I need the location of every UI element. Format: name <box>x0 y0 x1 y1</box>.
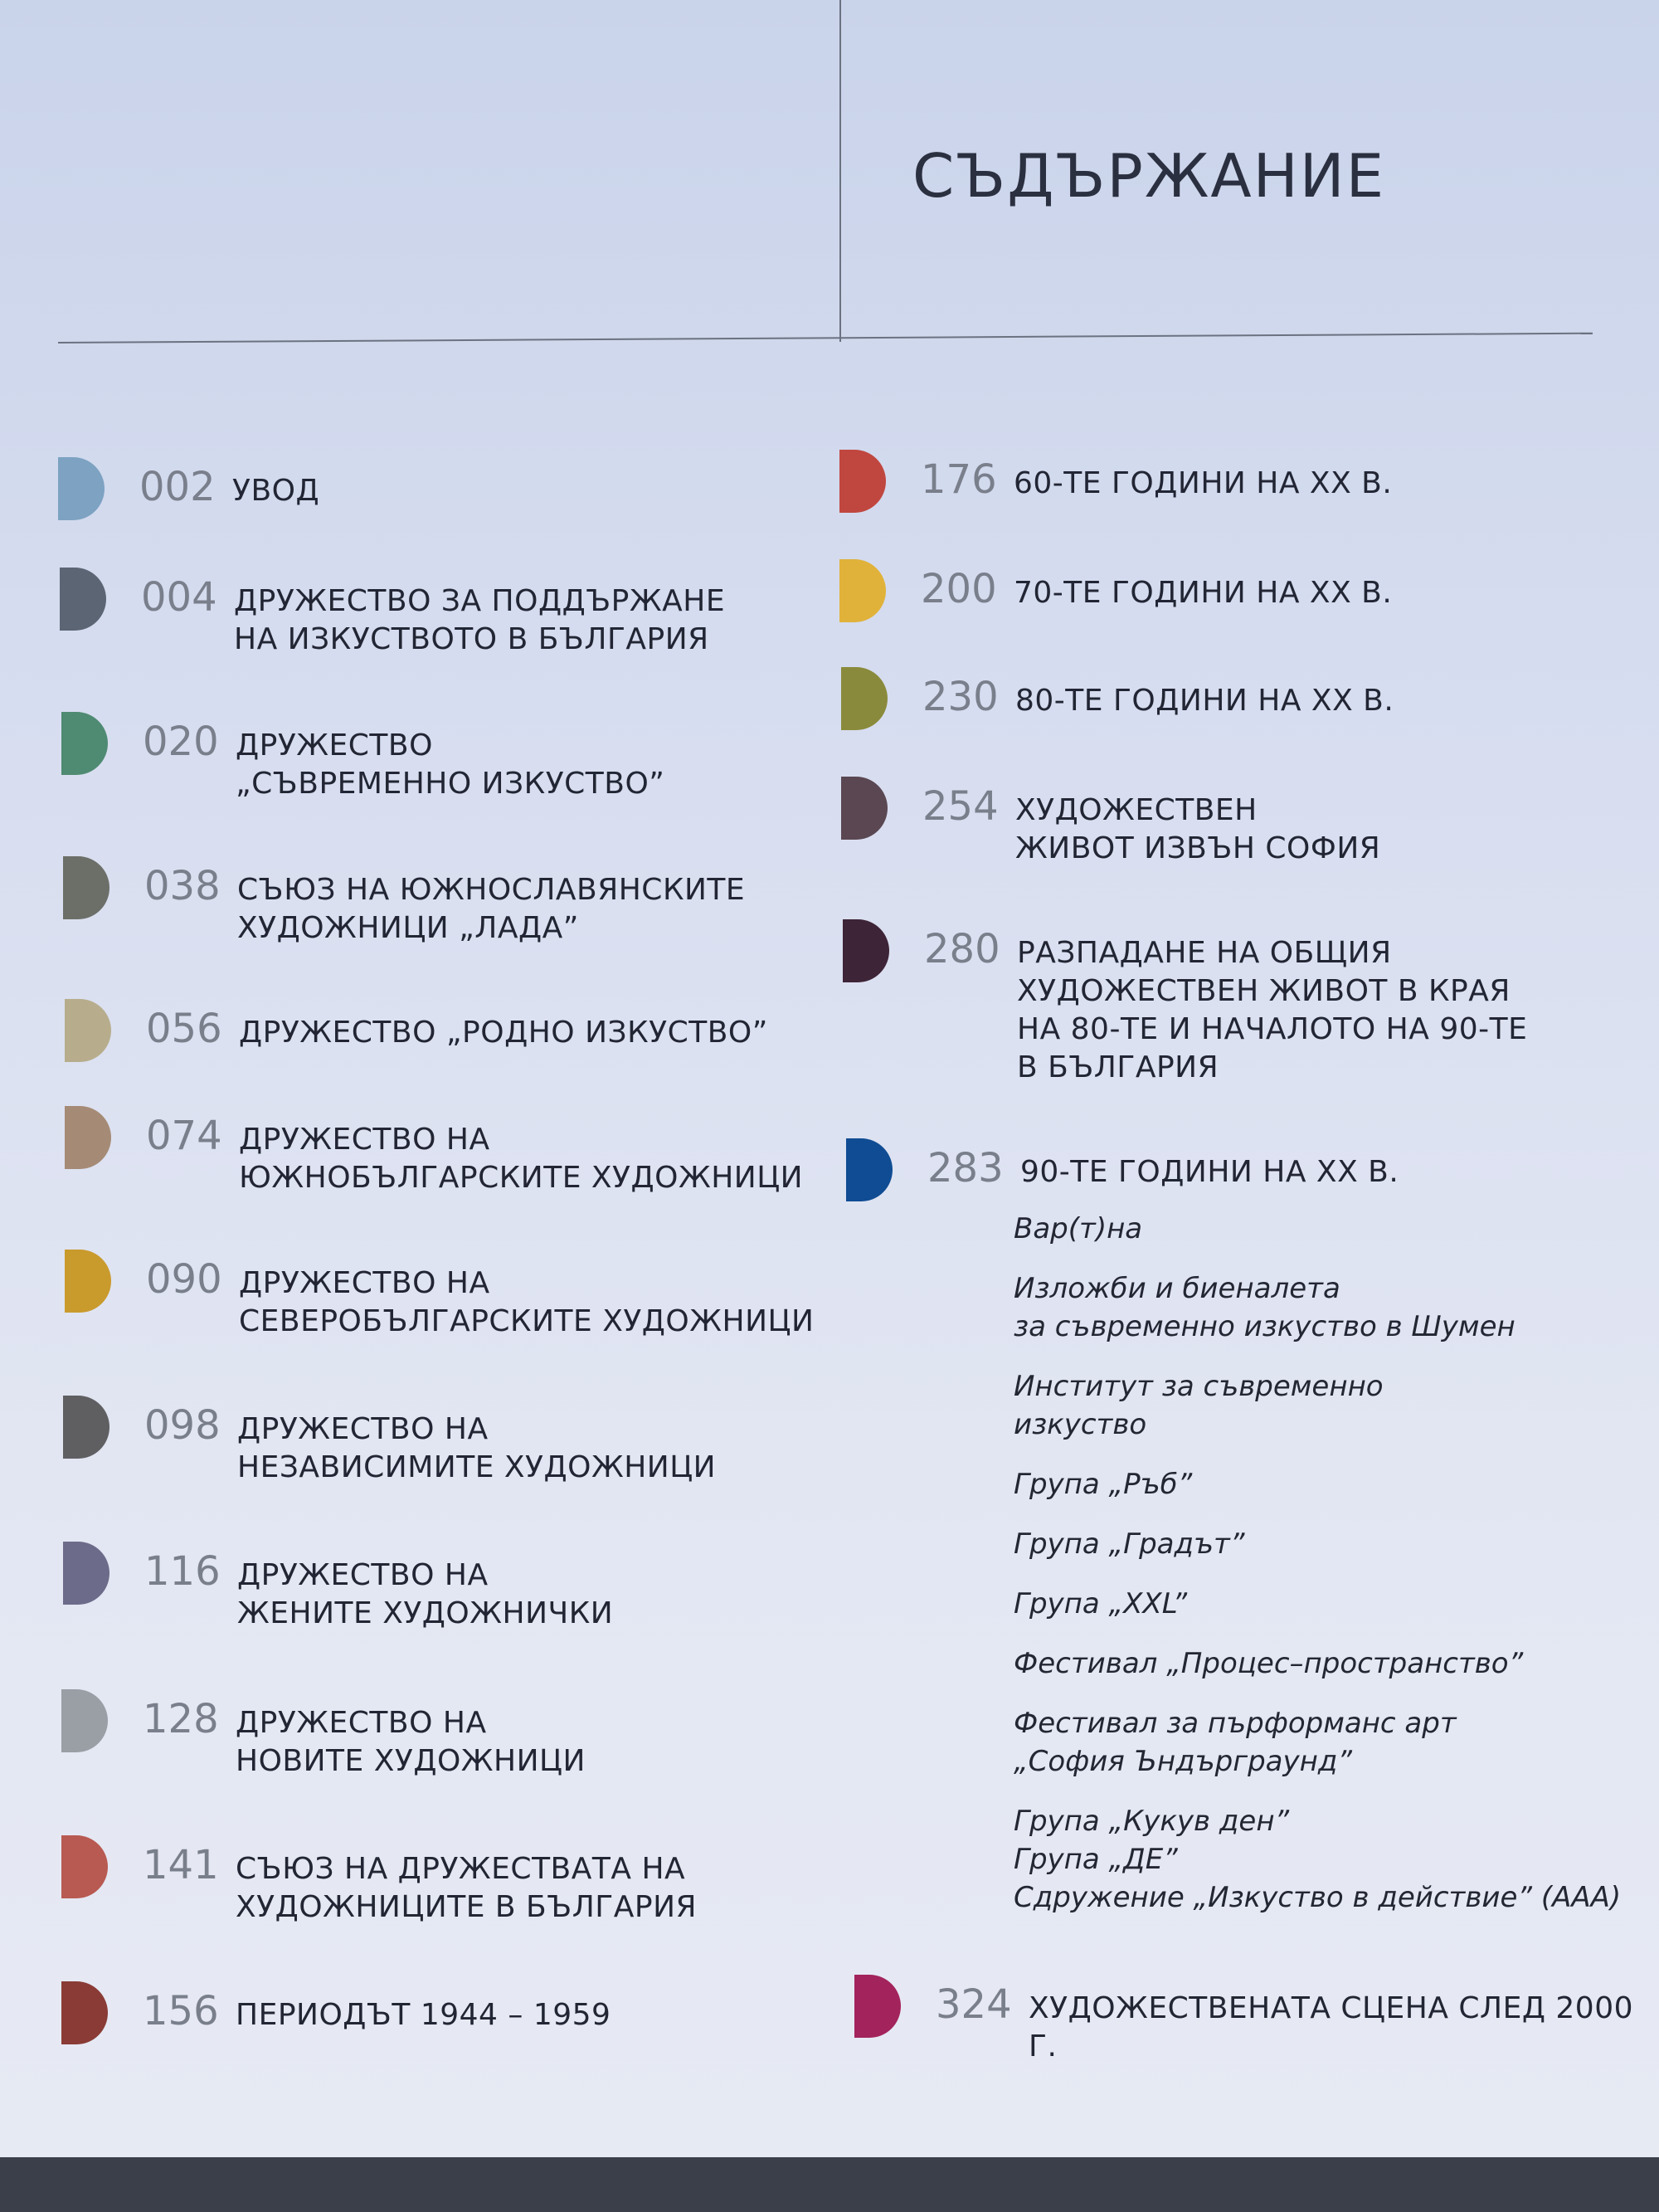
toc-entry-left-9 <box>63 1545 613 1633</box>
toc-entry-left-8 <box>63 1399 716 1487</box>
section-color-marker <box>854 1975 901 2038</box>
subsection-item: Група „Градът” <box>1014 1527 1245 1561</box>
section-color-marker <box>63 856 109 919</box>
toc-entry-right-4 <box>841 780 1380 868</box>
entry-page-number: 098 <box>144 1402 221 1449</box>
entry-title: ДРУЖЕСТВО НА ЖЕНИТЕ ХУДОЖНИЧКИ <box>237 1558 614 1630</box>
toc-entry-left-1 <box>58 460 319 520</box>
section-color-marker <box>63 1396 109 1459</box>
entry-title: СЪЮЗ НА ДРУЖЕСТВАТА НА ХУДОЖНИЦИТЕ В БЪЛГАРИЯ <box>236 1852 698 1924</box>
toc-entry-right-2 <box>839 563 1392 622</box>
section-color-marker <box>841 667 888 730</box>
entry-page-number: 056 <box>146 1006 222 1052</box>
header-horizontal-rule <box>58 333 1593 343</box>
entry-title: ДРУЖЕСТВО НА НЕЗАВИСИМИТЕ ХУДОЖНИЦИ <box>237 1412 717 1484</box>
toc-entry-left-3 <box>61 715 664 803</box>
subsection-item: Група „Ръб” <box>1014 1468 1193 1501</box>
entry-title: 70-ТЕ ГОДИНИ НА XX В. <box>1014 576 1393 610</box>
entry-title: ПЕРИОДЪТ 1944 – 1959 <box>236 1998 611 2032</box>
section-color-marker <box>65 1250 111 1313</box>
entry-title: ДРУЖЕСТВО „РОДНО ИЗКУСТВО” <box>239 1016 768 1050</box>
section-color-marker <box>61 1835 108 1898</box>
toc-entry-right-1 <box>839 453 1392 513</box>
section-color-marker <box>60 568 106 631</box>
entry-title: ДРУЖЕСТВО „СЪВРЕМЕННО ИЗКУСТВО” <box>236 728 665 801</box>
subsection-item: Група „XXL” <box>1014 1587 1188 1620</box>
section-color-marker <box>58 457 105 520</box>
entry-title: 80-ТЕ ГОДИНИ НА XX В. <box>1015 684 1394 718</box>
background-surface <box>0 2157 1659 2212</box>
header-vertical-rule <box>839 0 841 342</box>
entry-page-number: 176 <box>921 456 997 503</box>
toc-entry-left-4 <box>63 860 745 948</box>
entry-page-number: 283 <box>927 1145 1004 1191</box>
entry-title: 60-ТЕ ГОДИНИ НА XX В. <box>1014 466 1393 500</box>
subsection-list <box>1014 1210 1644 1938</box>
entry-page-number: 200 <box>921 566 997 612</box>
section-color-marker <box>839 559 886 622</box>
entry-page-number: 090 <box>146 1256 222 1303</box>
toc-entry-left-12 <box>61 1985 611 2044</box>
toc-entry-left-6 <box>65 1109 803 1197</box>
entry-title: РАЗПАДАНЕ НА ОБЩИЯ ХУДОЖЕСТВЕН ЖИВОТ В КРАЯ НА 80-ТЕ И НАЧАЛОТО НА 90-ТЕ В БЪЛГАРИЯ <box>1017 936 1528 1084</box>
entry-title: 90-ТЕ ГОДИНИ НА XX В. <box>1020 1155 1399 1189</box>
entry-title: СЪЮЗ НА ЮЖНОСЛАВЯНСКИТЕ ХУДОЖНИЦИ „ЛАДА” <box>237 873 746 945</box>
entry-page-number: 254 <box>922 783 999 830</box>
toc-entry-left-11 <box>61 1839 697 1927</box>
entry-page-number: 004 <box>141 574 217 621</box>
entry-page-number: 280 <box>924 926 1000 972</box>
toc-entry-left-7 <box>65 1253 814 1341</box>
toc-entry-right-6 <box>846 1142 1399 1201</box>
entry-page-number: 141 <box>143 1842 219 1888</box>
toc-entry-left-5 <box>65 1002 768 1062</box>
subsection-item: Фестивал за пърформанс арт „София Ъндърграунд” <box>1014 1707 1457 1778</box>
subsection-item: Институт за съвременно изкуство <box>1014 1370 1384 1441</box>
subsection-item: Изложби и биеналета за съвременно изкуство в Шумен <box>1014 1272 1515 1343</box>
entry-title: ДРУЖЕСТВО НА ЮЖНОБЪЛГАРСКИТЕ ХУДОЖНИЦИ <box>239 1123 804 1195</box>
entry-title: ХУДОЖЕСТВЕНАТА СЦЕНА СЛЕД 2000 Г. <box>1029 1991 1634 2063</box>
entry-title: ДРУЖЕСТВО ЗА ПОДДЪРЖАНЕ НА ИЗКУСТВОТО В БЪЛГАРИЯ <box>234 584 726 656</box>
section-color-marker <box>61 1981 108 2044</box>
entry-page-number: 128 <box>143 1696 219 1742</box>
toc-entry-left-2 <box>60 571 725 659</box>
subsection-item: Група „Кукув ден” Група „ДЕ” Сдружение „Изкуство в действие” (AAA) <box>1014 1805 1622 1914</box>
toc-entry-left-10 <box>61 1693 586 1781</box>
entry-page-number: 074 <box>146 1113 222 1159</box>
entry-page-number: 002 <box>139 464 216 510</box>
entry-page-number: 020 <box>143 719 219 765</box>
section-color-marker <box>61 1689 108 1752</box>
entry-title: ХУДОЖЕСТВЕН ЖИВОТ ИЗВЪН СОФИЯ <box>1015 793 1381 865</box>
section-color-marker <box>839 450 886 513</box>
page-title: СЪДЪРЖАНИЕ <box>912 141 1386 211</box>
entry-page-number: 156 <box>143 1988 219 2034</box>
toc-entry-right-5 <box>843 923 1527 1087</box>
section-color-marker <box>843 919 889 982</box>
toc-entry-right-3 <box>841 670 1394 730</box>
section-color-marker <box>846 1138 893 1201</box>
toc-entry-right-7 <box>854 1978 1659 2066</box>
subsection-item: Вар(т)на <box>1014 1212 1143 1245</box>
section-color-marker <box>841 777 888 840</box>
entry-page-number: 324 <box>936 1981 1012 2028</box>
section-color-marker <box>65 1106 111 1169</box>
section-color-marker <box>65 999 111 1062</box>
entry-page-number: 230 <box>922 674 999 720</box>
entry-title: ДРУЖЕСТВО НА СЕВЕРОБЪЛГАРСКИТЕ ХУДОЖНИЦИ <box>239 1266 815 1338</box>
entry-page-number: 116 <box>144 1548 221 1595</box>
section-color-marker <box>63 1542 109 1605</box>
entry-title: УВОД <box>232 474 320 508</box>
subsection-item: Фестивал „Процес–пространство” <box>1014 1647 1524 1680</box>
entry-title: ДРУЖЕСТВО НА НОВИТЕ ХУДОЖНИЦИ <box>236 1706 586 1778</box>
entry-page-number: 038 <box>144 863 221 909</box>
section-color-marker <box>61 712 108 775</box>
